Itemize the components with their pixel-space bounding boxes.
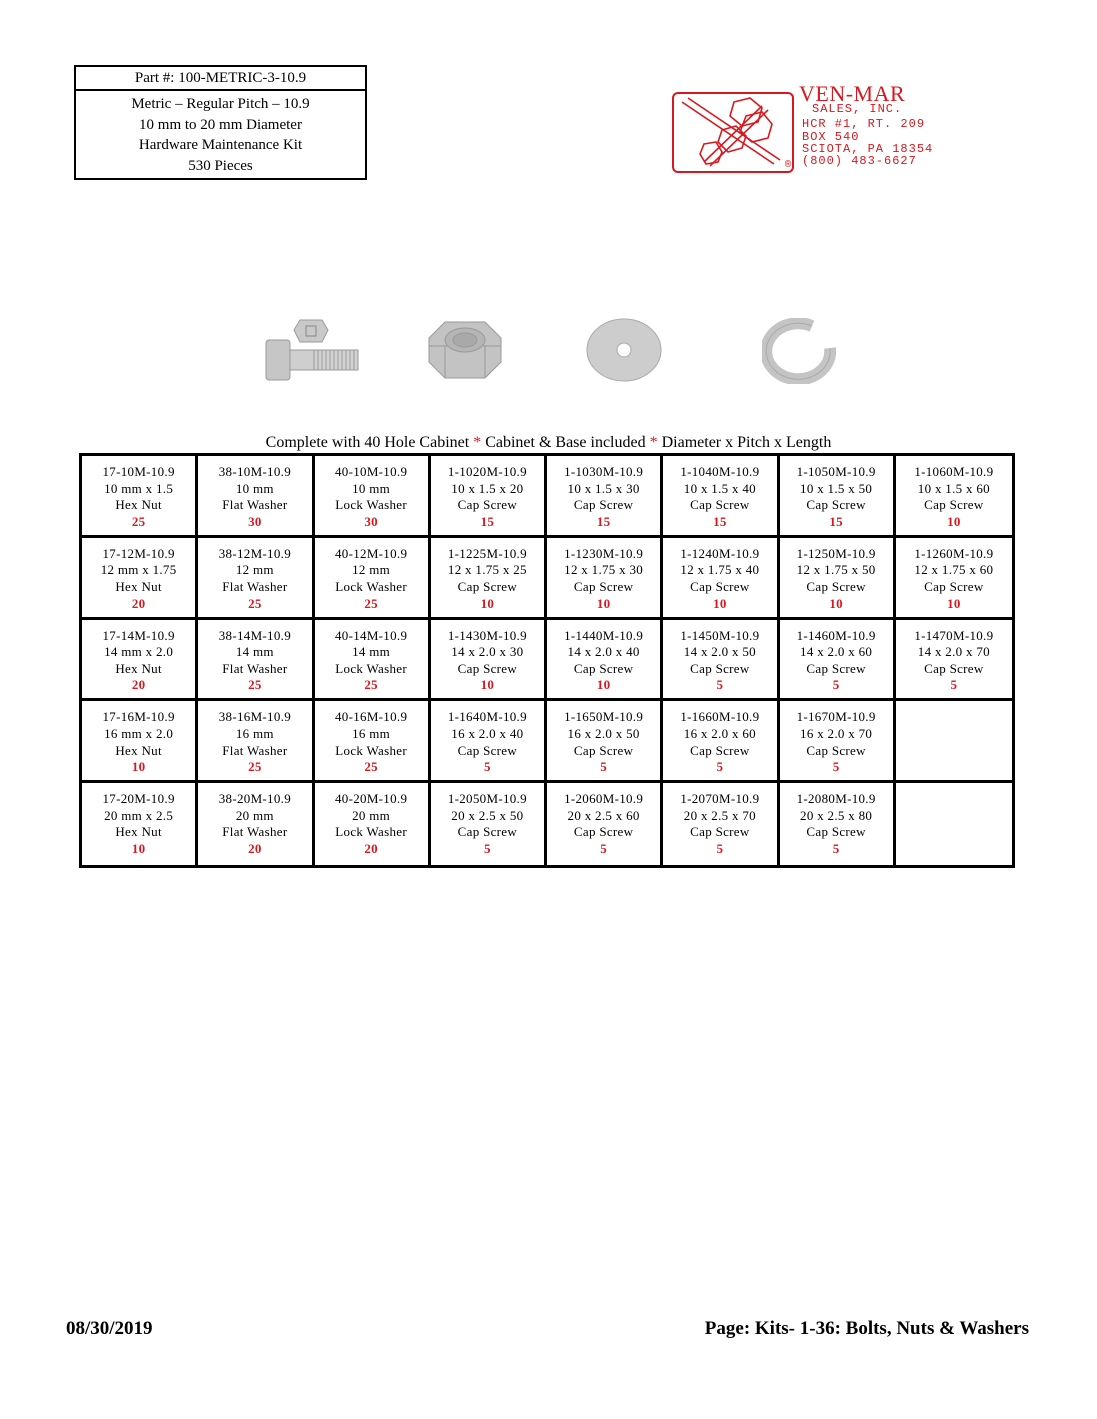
size-text: 12 x 1.75 x 25 (447, 562, 527, 578)
item-type-text: Cap Screw (573, 742, 634, 758)
item-type-text: Cap Screw (573, 578, 634, 594)
flat-washer-icon (585, 317, 663, 388)
size-text: 12 mm (352, 562, 391, 578)
size-text: 20 x 2.5 x 80 (800, 807, 873, 823)
table-cell (896, 620, 1012, 702)
item-type-text: Cap Screw (690, 742, 750, 758)
table-cell (547, 538, 663, 620)
table-cell (896, 783, 1012, 865)
table-cell (780, 701, 896, 783)
quantity-text: 10 (131, 759, 146, 775)
table-cell (896, 538, 1012, 620)
size-text: 20 mm x 2.5 (104, 807, 174, 823)
table-cell (198, 783, 314, 865)
part-number-text: 1-1240M-10.9 (680, 545, 760, 561)
part-number-text: 40-20M-10.9 (334, 791, 408, 807)
table-cell (198, 620, 314, 702)
size-text: 20 x 2.5 x 50 (451, 807, 524, 823)
logo-line: HCR #1, RT. 209 (802, 117, 926, 131)
item-type-text: Flat Washer (222, 660, 288, 676)
size-text: 14 x 2.0 x 40 (567, 644, 640, 660)
part-number-text: 38-10M-10.9 (218, 464, 292, 479)
part-number-text: 1-1060M-10.9 (914, 464, 994, 479)
part-number: Part #: 100-METRIC-3-10.9 (76, 67, 365, 91)
caption-part: Diameter x Pitch x Length (661, 434, 832, 451)
part-number-text: 1-1460M-10.9 (796, 627, 876, 643)
footer-date: 08/30/2019 (66, 1318, 153, 1339)
size-text: 12 x 1.75 x 30 (564, 562, 644, 578)
item-type-text: Cap Screw (806, 742, 866, 758)
table-cell (315, 538, 431, 620)
table-cell (315, 456, 431, 538)
table-cell (82, 538, 198, 620)
table-cell (547, 701, 663, 783)
kit-caption (0, 434, 1097, 452)
item-type-text: Cap Screw (573, 497, 634, 513)
size-text: 14 x 2.0 x 50 (683, 644, 756, 660)
quantity-text: 25 (131, 513, 146, 529)
quantity-text: 25 (364, 595, 378, 611)
table-cell (780, 538, 896, 620)
quantity-text: 5 (483, 759, 491, 775)
item-type-text: Lock Washer (335, 742, 407, 758)
item-type-text: Cap Screw (806, 497, 866, 513)
quantity-text: 25 (364, 677, 378, 693)
logo-line: BOX 540 (802, 130, 860, 144)
item-type-text: Cap Screw (690, 660, 750, 676)
item-type-text: Cap Screw (690, 578, 750, 594)
quantity-text: 5 (600, 759, 608, 775)
table-cell (431, 701, 547, 783)
part-number-text: 1-1020M-10.9 (447, 464, 527, 479)
table-cell (198, 701, 314, 783)
part-number-text: 17-14M-10.9 (102, 627, 175, 643)
quantity-text: 10 (829, 595, 843, 611)
table-cell (896, 456, 1012, 538)
table-cell (780, 620, 896, 702)
table-cell (547, 620, 663, 702)
item-type-text: Lock Washer (335, 824, 407, 840)
item-type-text: Lock Washer (335, 660, 407, 676)
size-text: 10 x 1.5 x 20 (451, 480, 524, 496)
logo-line: SCIOTA, PA 18354 (802, 142, 934, 156)
kit-description (76, 91, 365, 178)
table-cell (780, 456, 896, 538)
item-type-text: Cap Screw (924, 660, 984, 676)
quantity-text: 5 (483, 840, 491, 856)
size-text: 16 x 2.0 x 70 (800, 725, 873, 741)
table-cell (82, 456, 198, 538)
item-type-text: Cap Screw (690, 497, 750, 513)
size-text: 12 mm (235, 562, 274, 578)
size-text: 10 x 1.5 x 50 (800, 480, 873, 496)
caption-part: Complete with 40 Hole Cabinet (265, 434, 470, 451)
part-number-text: 1-2080M-10.9 (796, 791, 876, 807)
table-cell (315, 783, 431, 865)
table-cell (896, 701, 1012, 783)
size-text: 16 mm (352, 725, 391, 741)
table-cell (82, 620, 198, 702)
size-text: 12 x 1.75 x 50 (796, 562, 876, 578)
size-text: 16 x 2.0 x 50 (567, 725, 640, 741)
part-number-text: 1-1260M-10.9 (914, 545, 994, 561)
part-number-text: 38-14M-10.9 (218, 627, 292, 643)
item-type-text: Cap Screw (457, 578, 518, 594)
item-type-text: Lock Washer (335, 497, 407, 513)
quantity-text: 5 (950, 677, 958, 693)
quantity-text: 15 (480, 513, 495, 529)
item-type-text: Cap Screw (457, 497, 518, 513)
part-info-box (74, 65, 367, 180)
size-text: 12 mm x 1.75 (100, 562, 177, 578)
part-number-text: 1-1470M-10.9 (914, 627, 994, 643)
part-number-text: 1-1440M-10.9 (564, 627, 644, 643)
table-cell (82, 783, 198, 865)
item-type-text: Lock Washer (335, 578, 407, 594)
item-type-text: Cap Screw (457, 660, 518, 676)
quantity-text: 10 (596, 677, 611, 693)
ven-mar-logo (672, 81, 942, 175)
item-type-text: Cap Screw (924, 497, 984, 513)
table-cell (547, 456, 663, 538)
bolt-logo-icon (672, 92, 794, 173)
item-type-text: Cap Screw (806, 578, 866, 594)
size-text: 20 x 2.5 x 70 (683, 807, 756, 823)
table-cell (663, 783, 779, 865)
quantity-text: 10 (596, 595, 611, 611)
hex-nut-icon (425, 318, 505, 387)
logo-line: (800) 483-6627 (802, 154, 917, 168)
size-text: 10 mm x 1.5 (104, 480, 174, 496)
table-cell (315, 701, 431, 783)
part-number-text: 1-1050M-10.9 (796, 464, 876, 479)
quantity-text: 15 (829, 513, 843, 529)
quantity-text: 5 (832, 759, 840, 775)
quantity-text: 10 (947, 513, 961, 529)
footer-page-label: Page: Kits- 1-36: Bolts, Nuts & Washers (704, 1318, 1029, 1339)
part-number-text: 1-2050M-10.9 (447, 791, 527, 807)
size-text: 10 x 1.5 x 40 (683, 480, 756, 496)
size-text: 16 x 2.0 x 40 (451, 725, 524, 741)
part-number-text: 17-20M-10.9 (102, 791, 175, 807)
size-text: 10 x 1.5 x 60 (917, 480, 990, 496)
quantity-text: 10 (131, 840, 146, 856)
size-text: 12 x 1.75 x 60 (914, 562, 994, 578)
part-number-text: 40-12M-10.9 (334, 545, 408, 561)
part-number-text: 1-1660M-10.9 (680, 709, 760, 725)
part-number-text: 1-1640M-10.9 (447, 709, 527, 725)
part-number-text: 1-1030M-10.9 (564, 464, 644, 479)
item-type-text: Cap Screw (457, 824, 518, 840)
size-text: 10 x 1.5 x 30 (567, 480, 640, 496)
table-cell (82, 701, 198, 783)
size-text: 16 mm (235, 725, 274, 741)
description-line: Metric – Regular Pitch – 10.9 (131, 96, 310, 112)
part-number-text: 40-10M-10.9 (334, 464, 408, 479)
size-text: 20 mm (235, 807, 274, 823)
quantity-text: 15 (596, 513, 611, 529)
part-number-text: 1-2060M-10.9 (564, 791, 644, 807)
quantity-text: 25 (248, 759, 262, 775)
part-number-text: 38-20M-10.9 (218, 791, 292, 807)
part-number-text: 1-1450M-10.9 (680, 627, 760, 643)
table-cell (663, 538, 779, 620)
quantity-text: 5 (832, 840, 840, 856)
quantity-text: 30 (364, 513, 378, 529)
part-number-text: 17-12M-10.9 (102, 545, 175, 561)
table-cell (663, 620, 779, 702)
parts-table (79, 453, 1015, 868)
quantity-text: 25 (248, 595, 262, 611)
table-cell (431, 620, 547, 702)
table-cell (198, 538, 314, 620)
quantity-text: 10 (480, 677, 495, 693)
caption-part: Cabinet & Base included (485, 434, 646, 451)
size-text: 14 mm x 2.0 (104, 644, 174, 660)
part-number-text: 17-10M-10.9 (102, 464, 175, 479)
item-type-text: Hex Nut (115, 497, 162, 513)
description-line: 530 Pieces (188, 157, 253, 174)
quantity-text: 25 (364, 759, 378, 775)
cap-screw-icon (262, 318, 362, 387)
item-type-text: Flat Washer (222, 578, 288, 594)
part-number-text: 1-1225M-10.9 (447, 545, 527, 561)
description-line: Hardware Maintenance Kit (138, 137, 303, 153)
item-type-text: Hex Nut (115, 578, 162, 594)
item-type-text: Cap Screw (806, 660, 866, 676)
part-number-text: 40-14M-10.9 (334, 627, 408, 643)
size-text: 14 x 2.0 x 60 (800, 644, 873, 660)
item-type-text: Cap Screw (573, 660, 634, 676)
logo-line: SALES, INC. (812, 102, 903, 116)
description-line: 10 mm to 20 mm Diameter (139, 116, 302, 133)
table-cell (431, 456, 547, 538)
item-type-text: Hex Nut (115, 660, 162, 676)
part-number-text: 17-16M-10.9 (102, 709, 175, 725)
caption-star: * (645, 434, 662, 451)
table-cell (431, 783, 547, 865)
table-cell (431, 538, 547, 620)
registered-mark: ® (785, 160, 793, 171)
quantity-text: 15 (713, 513, 727, 529)
quantity-text: 5 (716, 759, 724, 775)
size-text: 14 mm (235, 644, 274, 660)
item-type-text: Cap Screw (690, 824, 750, 840)
quantity-text: 10 (947, 595, 961, 611)
size-text: 16 x 2.0 x 60 (683, 725, 756, 741)
part-number-text: 38-12M-10.9 (218, 545, 292, 561)
size-text: 14 x 2.0 x 30 (451, 644, 524, 660)
quantity-text: 10 (713, 595, 727, 611)
quantity-text: 10 (480, 595, 495, 611)
table-cell (547, 783, 663, 865)
logo-company-name: VEN-MAR (799, 81, 906, 106)
size-text: 14 x 2.0 x 70 (917, 644, 990, 660)
quantity-text: 5 (600, 840, 608, 856)
lock-washer-icon (762, 318, 836, 389)
item-type-text: Cap Screw (924, 578, 984, 594)
item-type-text: Cap Screw (806, 824, 866, 840)
quantity-text: 5 (832, 677, 840, 693)
part-number-text: 1-2070M-10.9 (680, 791, 760, 807)
part-number-text: 38-16M-10.9 (218, 709, 292, 725)
part-number-text: 1-1230M-10.9 (564, 545, 644, 561)
item-type-text: Flat Washer (222, 824, 288, 840)
item-type-text: Flat Washer (222, 497, 288, 513)
item-type-text: Flat Washer (222, 742, 288, 758)
quantity-text: 5 (716, 840, 724, 856)
size-text: 12 x 1.75 x 40 (680, 562, 760, 578)
item-type-text: Cap Screw (457, 742, 518, 758)
quantity-text: 25 (248, 677, 262, 693)
part-number-text: 1-1250M-10.9 (796, 545, 876, 561)
quantity-text: 30 (248, 513, 262, 529)
part-number-text: 1-1040M-10.9 (680, 464, 760, 479)
size-text: 10 mm (235, 480, 274, 496)
size-text: 14 mm (352, 644, 391, 660)
size-text: 20 mm (352, 807, 391, 823)
size-text: 16 mm x 2.0 (104, 725, 174, 741)
quantity-text: 20 (131, 677, 146, 693)
part-number-text: 1-1430M-10.9 (447, 627, 527, 643)
item-type-text: Hex Nut (115, 824, 162, 840)
part-number-text: 40-16M-10.9 (334, 709, 408, 725)
size-text: 20 x 2.5 x 60 (567, 807, 640, 823)
part-number-text: 1-1670M-10.9 (796, 709, 876, 725)
item-type-text: Cap Screw (573, 824, 634, 840)
table-cell (663, 701, 779, 783)
quantity-text: 5 (716, 677, 724, 693)
table-cell (780, 783, 896, 865)
table-cell (663, 456, 779, 538)
quantity-text: 20 (248, 840, 262, 856)
quantity-text: 20 (364, 840, 378, 856)
quantity-text: 20 (131, 595, 146, 611)
part-number-text: 1-1650M-10.9 (564, 709, 644, 725)
table-cell (198, 456, 314, 538)
size-text: 10 mm (352, 480, 391, 496)
item-type-text: Hex Nut (115, 742, 162, 758)
caption-star: * (469, 434, 486, 451)
table-cell (315, 620, 431, 702)
